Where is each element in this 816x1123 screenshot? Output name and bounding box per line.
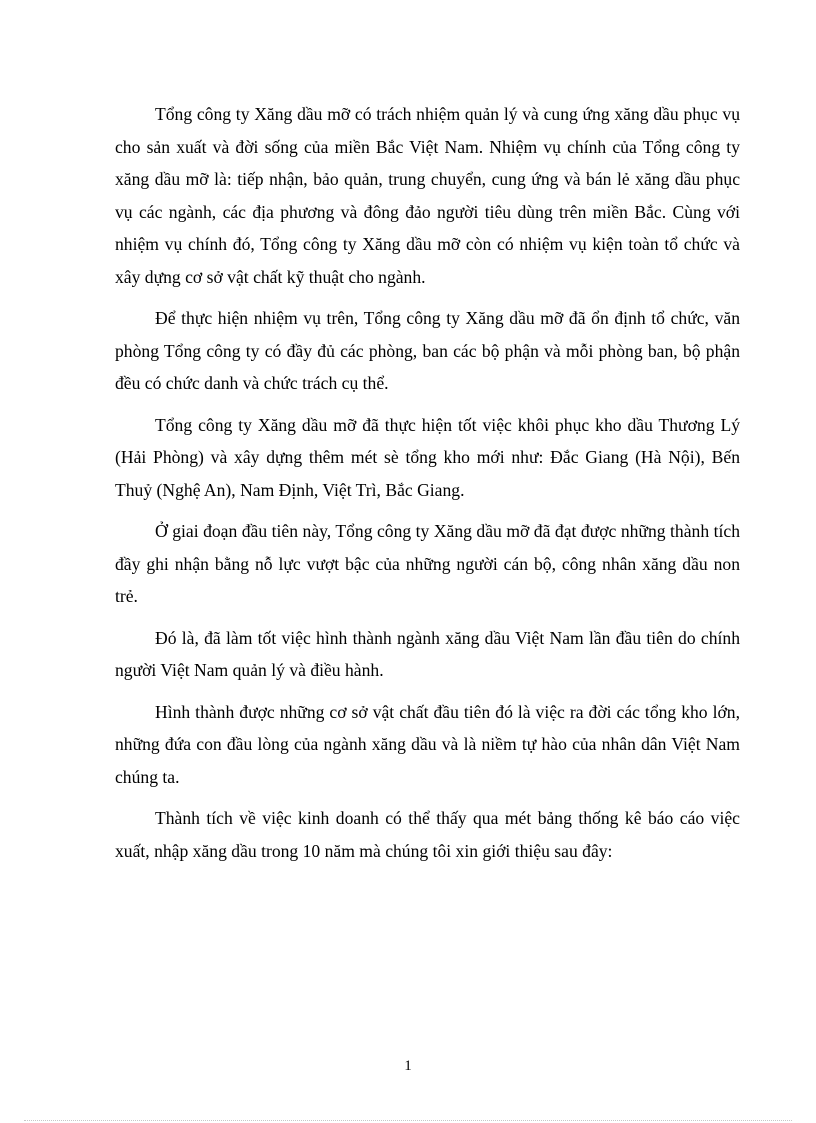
page-number: 1 <box>404 1058 412 1074</box>
paragraph-5: Đó là, đã làm tốt việc hình thành ngành xăng dầu Việt Nam lần đầu tiên do chính người Việt Nam quản lý và điều hành. <box>115 627 740 680</box>
paragraph-6: Hình thành được những cơ sở vật chất đầu tiên đó là việc ra đời các tổng kho lớn, những đứa con đầu lòng của ngành xăng dầu và là niềm tự hào của nhân dân Việt Nam chúng ta. <box>115 701 740 787</box>
page-bottom-border <box>24 1120 792 1121</box>
document-body <box>115 98 740 876</box>
paragraph-2: Để thực hiện nhiệm vụ trên, Tổng công ty Xăng dầu mỡ đã ổn định tổ chức, văn phòng Tổng công ty có đầy đủ các phòng, ban các bộ phận và mỗi phòng ban, bộ phận đều có chức danh và chức trách cụ thể. <box>115 308 740 393</box>
paragraph-7: Thành tích về việc kinh doanh có thể thấy qua mét bảng thống kê báo cáo việc xuất, nhập xăng dầu trong 10 năm mà chúng tôi xin giới thiệu sau đây: <box>115 808 740 861</box>
paragraph-1: Tổng công ty Xăng dầu mỡ có trách nhiệm quản lý và cung ứng xăng dầu phục vụ cho sản xuất và đời sống của miền Bắc Việt Nam. Nhiệm vụ chính của Tổng công ty xăng dầu mỡ là: tiếp nhận, bảo quản, trung chuyển, cung ứng và bán lẻ xăng dầu phục vụ các ngành, các địa phương và đông đảo người tiêu dùng trên miền Bắc. Cùng với nhiệm vụ chính đó, Tổng công ty Xăng dầu mỡ còn có nhiệm vụ kiện toàn tổ chức và xây dựng cơ sở vật chất kỹ thuật cho ngành. <box>115 104 740 287</box>
paragraph-4: Ở giai đoạn đầu tiên này, Tổng công ty Xăng dầu mỡ đã đạt được những thành tích đầy ghi nhận bằng nỗ lực vượt bậc của những người cán bộ, công nhân xăng dầu non trẻ. <box>115 521 740 606</box>
paragraph-3: Tổng công ty Xăng dầu mỡ đã thực hiện tốt việc khôi phục kho dầu Thương Lý (Hải Phòng) và xây dựng thêm mét sè tổng kho mới như: Đắc Giang (Hà Nội), Bến Thuỷ (Nghệ An), Nam Định, Việt Trì, Bắc Giang. <box>115 414 740 500</box>
